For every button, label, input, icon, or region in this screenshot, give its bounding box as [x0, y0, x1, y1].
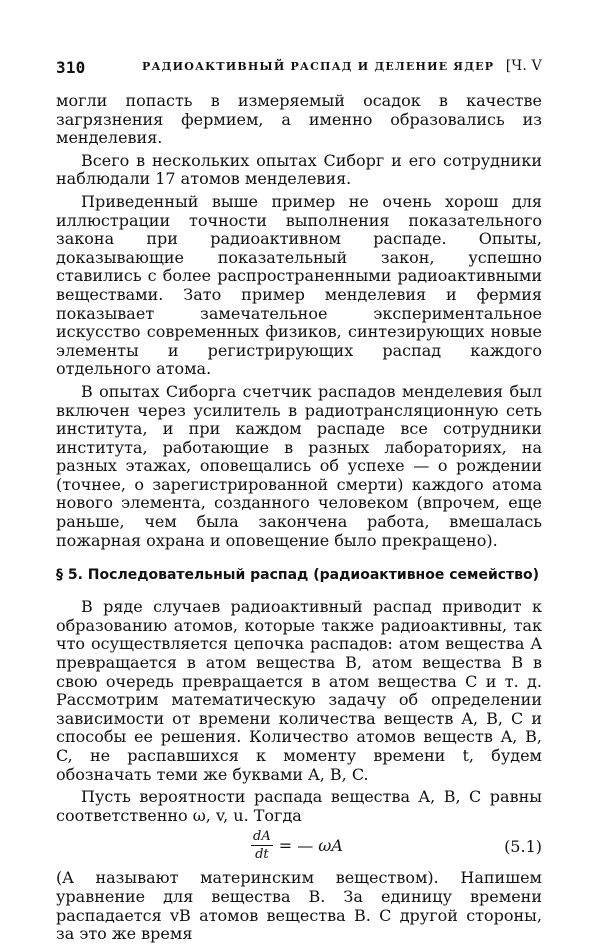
page-header — [56, 58, 542, 80]
section-heading: § 5. Последовательный распад (радиоактивное семейство) — [56, 567, 540, 584]
fraction-numerator: dA — [253, 829, 271, 845]
paragraph: (A называют материнским веществом). Напишем уравнение для вещества B. За единицу времени распадается vB атомов вещества B. С другой стороны, за это же время — [56, 868, 542, 944]
paragraph: В опытах Сиборга счетчик распадов менделевия был включен через усилитель в радиотрансляционную сеть института, и при каждом распаде все сотрудники института, работающие в разных лабораториях, на разных этажах, оповещались об успехе — о рождении (точнее, о зарегистрированной смерти) каждого атома нового элемента, созданного человеком (впрочем, еще раньше, чем была закончена работа, вмешалась пожарная охрана и оповещение было прекращено). — [56, 381, 542, 550]
paragraph: Приведенный выше пример не очень хорош для иллюстрации точности выполнения показательного закона при радиоактивном распаде. Опыты, доказывающие показательный закон, успешно ставились с более распространенными радиоактивными веществами. Зато пример менделевия и фермия показывает замечательное экспериментальное искусство современных физиков, синтезирующих новые элементы и регистрирующих распад каждого отдельного атома. — [56, 191, 542, 379]
body-text — [56, 92, 542, 944]
paragraph: Всего в нескольких опытах Сиборг и его сотрудники наблюдали 17 атомов менделевия. — [56, 150, 542, 189]
fraction-denominator: dt — [255, 847, 269, 863]
document-page — [56, 58, 542, 944]
paragraph: В ряде случаев радиоактивный распад приводит к образованию атомов, которые также радиоактивны, так что осуществляется цепочка распадов: атом вещества A превращается в атом вещества B, атом вещества B в свою очередь превращается в атом вещества C и т. д. Рассмотрим математическую задачу об определении зависимости от времени количества веществ A, B, C и способы ее решения. Количество атомов веществ A, B, C, не распавшихся к моменту времени t, будем обозначать теми же буквами A, B, C. — [56, 597, 542, 784]
equation-rhs: = — ωA — [278, 835, 343, 855]
equation-number: (5.1) — [504, 837, 542, 857]
equation-body — [251, 829, 343, 862]
derivative-fraction — [251, 829, 273, 862]
chapter-label: [Ч. V — [505, 58, 542, 74]
paragraph: могли попасть в измеряемый осадок в качестве загрязнения фермием, а именно образовались из менделевия. — [56, 91, 542, 148]
running-title: РАДИОАКТИВНЫЙ РАСПАД И ДЕЛЕНИЕ ЯДЕР — [142, 60, 495, 73]
paragraph: Пусть вероятности распада вещества A, B, C равны соответственно ω, v, u. Тогда — [56, 787, 542, 825]
page-number: 310 — [56, 58, 86, 77]
equation-5-1 — [56, 829, 542, 865]
